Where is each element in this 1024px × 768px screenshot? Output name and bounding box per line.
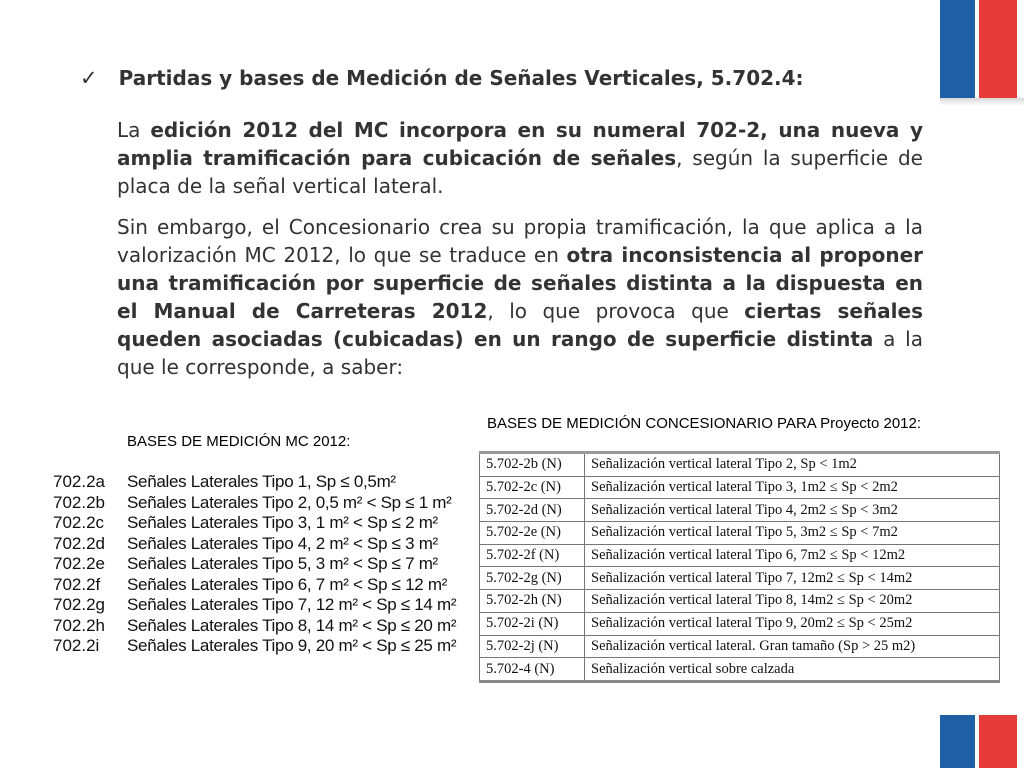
table-cell-description: Señalización vertical lateral Tipo 6, 7m2 ≤ Sp < 12m2 (585, 544, 1000, 567)
mc-item-code: 702.2e (53, 554, 105, 574)
mc-item-code: 702.2g (53, 595, 105, 615)
mc-item-description: Señales Laterales Tipo 1, Sp ≤ 0,5m² (127, 472, 396, 492)
paragraph-2 (117, 213, 923, 381)
mc-item-description: Señales Laterales Tipo 7, 12 m² < Sp ≤ 14 m² (127, 595, 457, 615)
table-cell-code: 5.702-2b (N) (480, 453, 585, 477)
mc-list-item (53, 472, 456, 493)
mc-item-description: Señales Laterales Tipo 4, 2 m² < Sp ≤ 3 m² (127, 533, 438, 553)
mc-list-item (53, 595, 456, 616)
table-cell-description: Señalización vertical lateral Tipo 8, 14m2 ≤ Sp < 20m2 (585, 590, 1000, 613)
mc-list-item (53, 554, 456, 575)
paragraph-segment: , lo que provoca que (487, 299, 745, 323)
mc-item-description: Señales Laterales Tipo 3, 1 m² < Sp ≤ 2 m² (127, 513, 438, 533)
mc-list-item (53, 513, 456, 534)
table-cell-description: Señalización vertical lateral Tipo 2, Sp < 1m2 (585, 453, 1000, 477)
paragraph-1 (117, 116, 923, 200)
flag-decoration-top (940, 0, 1017, 98)
paragraph-segment: Sin embargo, el Concesionario crea su propia tramificación, la que aplica a la valorización MC 2012, lo que se traduce en (117, 215, 923, 267)
mc-list-item (53, 636, 456, 657)
flag-shadow (940, 98, 1024, 106)
table-row (480, 658, 1000, 682)
table-cell-description: Señalización vertical sobre calzada (585, 658, 1000, 682)
mc-item-description: Señales Laterales Tipo 9, 20 m² < Sp ≤ 25 m² (127, 636, 457, 656)
mc-item-code: 702.2b (53, 492, 105, 512)
checkmark-icon: ✓ (80, 66, 98, 90)
table-cell-description: Señalización vertical lateral. Gran tamaño (Sp > 25 m2) (585, 635, 1000, 658)
flag-decoration-bottom (940, 715, 1017, 768)
paragraph-segment: La (117, 118, 151, 142)
mc-item-description: Señales Laterales Tipo 2, 0,5 m² < Sp ≤ 1 m² (127, 492, 452, 512)
mc-list-item (53, 575, 456, 596)
table-row (480, 544, 1000, 567)
table-cell-description: Señalización vertical lateral Tipo 3, 1m2 ≤ Sp < 2m2 (585, 476, 1000, 499)
table-cell-code: 5.702-2j (N) (480, 635, 585, 658)
table-row (480, 476, 1000, 499)
caption-mc-2012: BASES DE MEDICIÓN MC 2012: (127, 433, 351, 450)
table-cell-code: 5.702-2e (N) (480, 522, 585, 545)
mc-item-code: 702.2i (53, 636, 100, 656)
table-row (480, 612, 1000, 635)
table-row (480, 567, 1000, 590)
mc-item-code: 702.2c (53, 513, 105, 533)
table-cell-code: 5.702-2f (N) (480, 544, 585, 567)
mc-list-item (53, 616, 456, 637)
mc-item-description: Señales Laterales Tipo 8, 14 m² < Sp ≤ 20 m² (127, 615, 457, 635)
paragraph-segment: otra inconsistencia al proponer una tramificación por superficie de señales distinta a la dispuesta en el Manual de Carreteras 2012 (117, 243, 923, 323)
mc-item-code: 702.2f (53, 574, 101, 594)
mc-bases-list (53, 472, 456, 657)
concesionario-table (479, 451, 1000, 683)
table-cell-code: 5.702-2d (N) (480, 499, 585, 522)
paragraph-segment: , según la superficie de placa de la señal vertical lateral. (117, 146, 923, 198)
table-cell-description: Señalización vertical lateral Tipo 9, 20m2 ≤ Sp < 25m2 (585, 612, 1000, 635)
table-cell-code: 5.702-4 (N) (480, 658, 585, 682)
table-row (480, 522, 1000, 545)
caption-concesionario: BASES DE MEDICIÓN CONCESIONARIO PARA Proyecto 2012: (487, 415, 922, 432)
bullet-heading (80, 66, 804, 90)
table-cell-code: 5.702-2g (N) (480, 567, 585, 590)
table-cell-code: 5.702-2i (N) (480, 612, 585, 635)
table-cell-code: 5.702-2h (N) (480, 590, 585, 613)
mc-list-item (53, 534, 456, 555)
paragraph-segment: ciertas señales queden asociadas (cubicadas) en un rango de superficie distinta (117, 299, 924, 351)
table-cell-description: Señalización vertical lateral Tipo 7, 12m2 ≤ Sp < 14m2 (585, 567, 1000, 590)
mc-item-code: 702.2h (53, 615, 105, 635)
table-cell-description: Señalización vertical lateral Tipo 4, 2m2 ≤ Sp < 3m2 (585, 499, 1000, 522)
mc-item-description: Señales Laterales Tipo 5, 3 m² < Sp ≤ 7 m² (127, 554, 438, 574)
mc-item-description: Señales Laterales Tipo 6, 7 m² < Sp ≤ 12 m² (127, 574, 448, 594)
paragraph-segment: edición 2012 del MC incorpora en su numeral 702-2, una nueva y amplia tramificación para cubicación de señales (117, 118, 924, 170)
mc-item-code: 702.2a (53, 472, 105, 492)
mc-list-item (53, 493, 456, 514)
paragraph-segment: a la que le corresponde, a saber: (117, 327, 923, 379)
mc-item-code: 702.2d (53, 533, 105, 553)
table-cell-code: 5.702-2c (N) (480, 476, 585, 499)
table-row (480, 499, 1000, 522)
table-row (480, 590, 1000, 613)
table-cell-description: Señalización vertical lateral Tipo 5, 3m2 ≤ Sp < 7m2 (585, 522, 1000, 545)
slide-heading: Partidas y bases de Medición de Señales Verticales, 5.702.4: (118, 66, 804, 90)
table-row (480, 635, 1000, 658)
table-row (480, 453, 1000, 477)
